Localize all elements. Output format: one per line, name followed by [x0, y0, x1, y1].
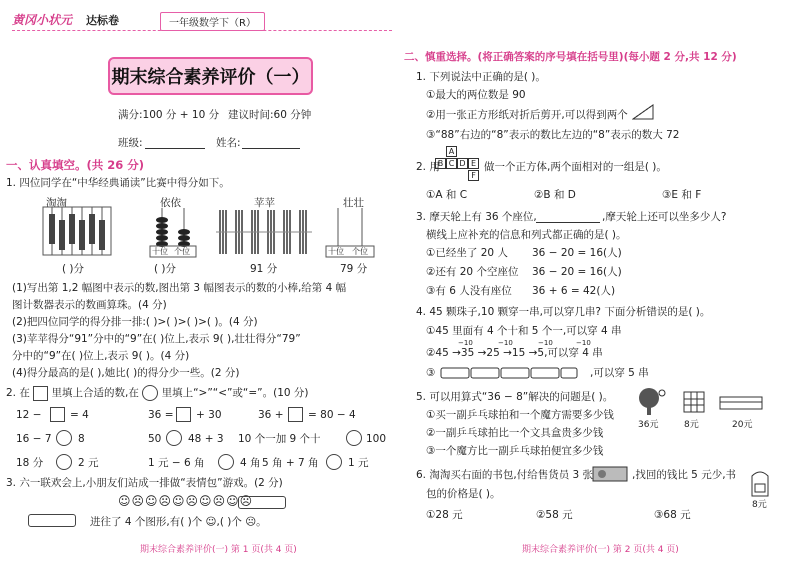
q5-option[interactable]: ②一副乒乓球拍比一个文具盒贵多少钱	[426, 427, 604, 439]
section-2-heading: 二、慎重选择。(将正确答案的序号填在括号里)(每小题 2 分,共 12 分)	[404, 51, 737, 63]
right-page	[400, 0, 800, 569]
q3-line: 进往了 4 个图形,有( )个 ☺,( )个 ☹。	[90, 516, 267, 528]
square-icon	[33, 386, 48, 401]
q2-expr: 1 元	[348, 457, 369, 469]
q3-equation: 36 − 20 = 16(人)	[532, 247, 622, 259]
net-face: E	[468, 158, 479, 169]
q6-text-c: 包的价格是( )。	[426, 488, 501, 500]
answer-box[interactable]	[50, 407, 65, 422]
pencil-case-icon	[718, 394, 764, 412]
compare-circle[interactable]	[56, 454, 72, 470]
answer-box[interactable]	[288, 407, 303, 422]
page-footer: 期末综合素养评价(一) 第 2 页(共 4 页)	[522, 545, 679, 555]
q6-option[interactable]: ①28 元	[426, 509, 463, 521]
q2-expr: + 30	[196, 409, 222, 421]
q3-text-b: ,摩天轮上还可以坐多少人?	[602, 211, 727, 223]
q6-option[interactable]: ③68 元	[654, 509, 691, 521]
q2-option[interactable]: ①A 和 C	[426, 189, 468, 201]
q2-expr: 1 元 − 6 角	[148, 457, 205, 469]
ones-label: 个位	[174, 247, 190, 256]
q1-text: 1. 下列说法中正确的是( )。	[416, 71, 546, 83]
student-name: 依依	[160, 197, 181, 209]
student-name: 壮壮	[343, 197, 364, 209]
q2-text-b: 里填上合适的数,在	[51, 387, 139, 399]
q3-option[interactable]: ①已经坐了 20 人	[426, 247, 508, 259]
q2-expr: 8	[78, 433, 85, 445]
q6-text-b: ,找回的钱比 5 元少,书	[632, 469, 737, 481]
q2-expr: 36 =	[148, 409, 174, 421]
triangle-icon	[632, 104, 654, 120]
q6-option[interactable]: ②58 元	[536, 509, 573, 521]
q4-option-tail: ,可以穿 5 串	[590, 367, 649, 379]
q3-option[interactable]: ③有 6 人没有座位	[426, 285, 512, 297]
section-1-heading: 一、认真填空。(共 26 分)	[6, 158, 145, 172]
q1-3-line-b: 分中的“9”在( )位上,表示 9( )。(4 分)	[12, 350, 190, 362]
price-label: 36元	[638, 420, 659, 430]
net-face: C	[446, 158, 457, 169]
q2-expr: 5 角 + 7 角	[262, 457, 319, 469]
abacus-1	[42, 206, 112, 256]
tens-label: 十位	[328, 247, 344, 256]
q1-text: 1. 四位同学在“中华经典诵读”比赛中得分如下。	[6, 177, 230, 189]
net-face: A	[446, 146, 457, 157]
grade-badge: 一年级数学下（R）	[160, 12, 265, 31]
q4-option[interactable]: ②45 →35 →25 →15 →5,可以穿 4 串	[426, 347, 603, 359]
q2-expr: 48 + 3	[188, 433, 224, 445]
tens-label: 十位	[152, 247, 168, 256]
faces-row: ☺☹☺☹☺☹☺☹☺☹	[118, 494, 254, 508]
q2-text-b: 做一个正方体,两个面相对的一组是( )。	[484, 161, 667, 173]
q2-instruction	[6, 385, 309, 401]
q1-3-line-a: (3)苹苹得分“91”分中的“9”在( )位上,表示 9( ),壮壮得分“79”	[12, 333, 301, 345]
price-label: 8元	[684, 420, 699, 430]
compare-circle[interactable]	[56, 430, 72, 446]
compare-circle[interactable]	[166, 430, 182, 446]
q2-expr: = 4	[70, 409, 89, 421]
q1-option[interactable]: ①最大的两位数是 90	[426, 89, 526, 101]
q6-text-a: 6. 淘淘买右面的书包,付给售货员 3 张	[416, 469, 594, 481]
q4-option[interactable]: ③	[426, 367, 436, 379]
student-name: 苹苹	[254, 197, 275, 209]
q2-expr: 36 +	[258, 409, 284, 421]
q4-option[interactable]: ①45 里面有 4 个十和 5 个一,可以穿 4 串	[426, 325, 622, 337]
compare-circle[interactable]	[326, 454, 342, 470]
backpack-icon	[746, 468, 774, 498]
q1-option[interactable]: ③“88”右边的“8”表示的数比左边的“8”表示的数大 72	[426, 129, 680, 141]
face-hidden-box[interactable]	[238, 496, 286, 509]
q3-text-c: 横线上应补充的信息和列式都正确的是( )。	[426, 229, 627, 241]
q2-expr: 100	[366, 433, 387, 445]
brand-logo: 黄冈小状元	[12, 13, 73, 27]
q3-option[interactable]: ②还有 20 个空座位	[426, 266, 519, 278]
q2-text-c: 里填上“>”“<”或“=”。(10 分)	[161, 387, 309, 399]
compare-circle[interactable]	[218, 454, 234, 470]
banknote-icon	[592, 466, 628, 482]
name-field[interactable]	[242, 148, 300, 149]
student-name: 淘淘	[46, 197, 67, 209]
q2-option[interactable]: ③E 和 F	[662, 189, 702, 201]
q4-text: 4. 45 颗珠子,10 颗穿一串,可以穿几串? 下面分析错误的是( )。	[416, 306, 711, 318]
arrow-label: −10	[498, 339, 513, 347]
net-face: B	[435, 158, 446, 169]
paddle-icon	[636, 386, 666, 416]
arrow-label: −10	[458, 339, 473, 347]
q5-text: 5. 可以用算式“36 − 8”解决的问题是( )。	[416, 391, 614, 403]
q2-option[interactable]: ②B 和 D	[534, 189, 576, 201]
q5-option[interactable]: ③一个魔方比一副乒乓球拍便宜多少钱	[426, 445, 604, 457]
header-divider	[12, 30, 392, 31]
page-title: 期末综合素养评价（一）	[108, 57, 313, 95]
q3-equation: 36 + 6 = 42(人)	[532, 285, 616, 297]
arrow-label: −10	[576, 339, 591, 347]
q3-blank[interactable]	[536, 222, 600, 223]
q2-expr: 4 角	[240, 457, 261, 469]
bead-strings	[440, 366, 590, 380]
class-field[interactable]	[145, 148, 205, 149]
brand-subtitle: 达标卷	[86, 14, 119, 27]
rubiks-cube-icon	[682, 390, 706, 414]
q2-expr: 18 分	[16, 457, 44, 469]
q2-text-a: 2. 用	[416, 161, 440, 173]
q2-expr: 12 −	[16, 409, 42, 421]
q2-expr: 2 元	[78, 457, 99, 469]
q2-text-a: 2. 在	[6, 387, 30, 399]
arrow-label: −10	[538, 339, 553, 347]
price-label: 20元	[732, 420, 753, 430]
score-blank-1[interactable]: ( )分	[62, 263, 85, 275]
q1-1-line-b: 图计数器表示的数画算珠。(4 分)	[12, 299, 167, 311]
q3-equation: 36 − 20 = 16(人)	[532, 266, 622, 278]
net-face: D	[457, 158, 468, 169]
answer-box[interactable]	[176, 407, 191, 422]
class-label: 班级:	[118, 137, 143, 149]
ones-label: 个位	[352, 247, 368, 256]
face-hidden-box[interactable]	[28, 514, 76, 527]
time-line: 建议时间:60 分钟	[228, 109, 312, 121]
q1-1-line-a: (1)写出第 1,2 幅图中表示的数,图出第 3 幅图表示的数的小棒,给第 4 幅	[12, 282, 347, 294]
q1-option[interactable]: ②用一张正方形纸对折后剪开,可以得到两个	[426, 109, 628, 121]
score-blank-2[interactable]: ( )分	[154, 263, 177, 275]
page-footer: 期末综合素养评价(一) 第 1 页(共 4 页)	[140, 545, 297, 555]
score-4: 79 分	[340, 263, 368, 275]
q3-text-a: 3. 摩天轮上有 36 个座位,	[416, 211, 537, 223]
q2-expr: 16 − 7	[16, 433, 52, 445]
name-label: 姓名:	[216, 137, 241, 149]
sticks-3	[214, 206, 314, 258]
score-line: 满分:100 分 + 10 分	[118, 109, 220, 121]
score-3: 91 分	[250, 263, 278, 275]
q2-expr: 50	[148, 433, 162, 445]
net-face: F	[468, 170, 479, 181]
q1-2-line: (2)把四位同学的得分排一排:( )>( )>( )>( )。(4 分)	[12, 316, 258, 328]
q5-option[interactable]: ①买一副乒乓球拍和一个魔方需要多少钱	[426, 409, 614, 421]
q2-expr: = 80 − 4	[308, 409, 356, 421]
q1-4-line: (4)得分最高的是( ),她比( )的得分少一些。(2 分)	[12, 367, 240, 379]
q3-text: 3. 六一联欢会上,小朋友们站成一排做“表情包”游戏。(2 分)	[6, 477, 283, 489]
circle-icon	[142, 385, 158, 401]
bag-price: 8元	[752, 500, 767, 510]
compare-circle[interactable]	[346, 430, 362, 446]
q2-expr: 10 个一加 9 个十	[238, 433, 321, 445]
